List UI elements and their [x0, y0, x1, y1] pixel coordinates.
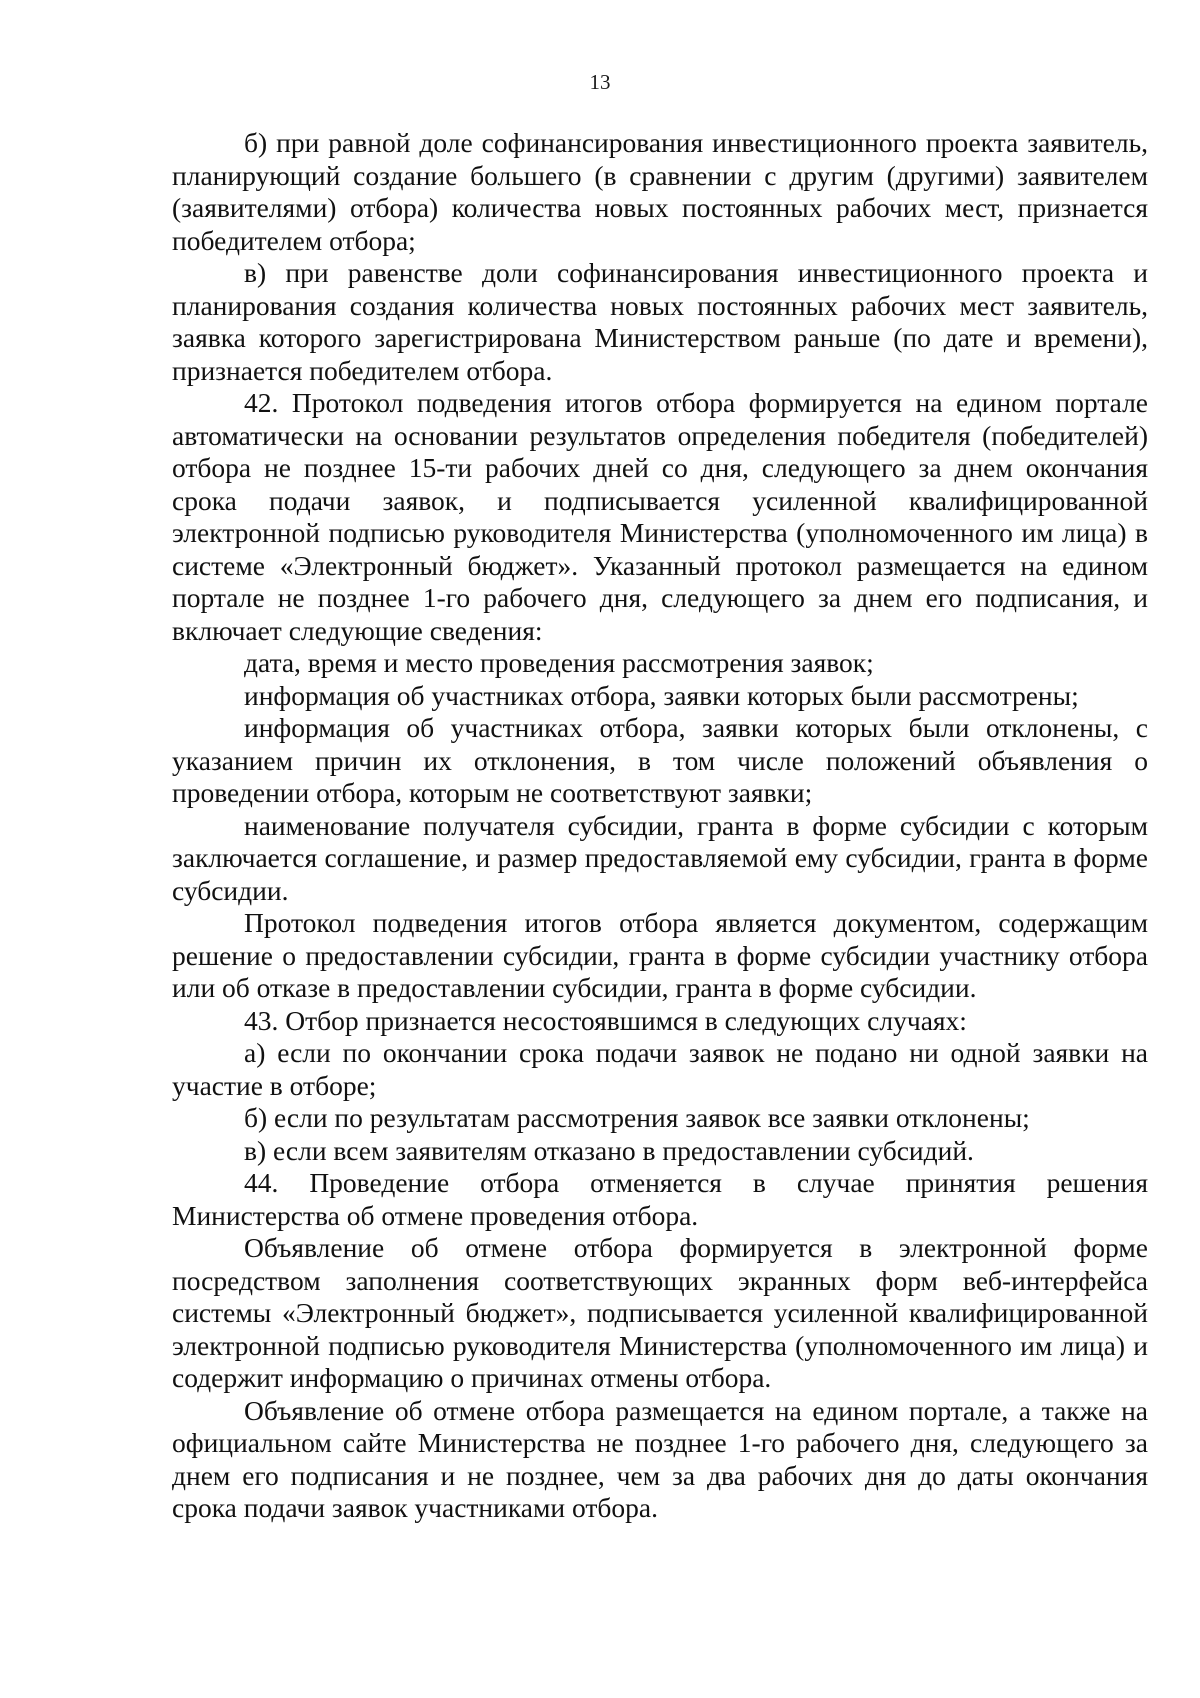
- page-number: 13: [589, 70, 611, 94]
- paragraph: б) если по результатам рассмотрения заявок все заявки отклонены;: [244, 1102, 1030, 1133]
- paragraph: 43. Отбор признается несостоявшимся в следующих случаях:: [244, 1004, 967, 1036]
- document-body: [172, 127, 1148, 1525]
- paragraph: 44. Проведение отбора отменяется в случае принятия решения Министерства об отмене проведения отбора.: [172, 1167, 1148, 1231]
- paragraph: в) при равенстве доли софинансирования инвестиционного проекта и планирования создания количества новых постоянных рабочих мест заявитель, заявка которого зарегистрирована Министерством раньше (по дате и времени), признается победителем отбора.: [172, 257, 1148, 386]
- paragraph: б) при равной доле софинансирования инвестиционного проекта заявитель, планирующий создание большего (в сравнении с другим (другими) заявителем (заявителями) отбора) количества новых постоянных рабочих мест, признается победителем отбора;: [172, 127, 1148, 256]
- paragraph: Объявление об отмене отбора формируется в электронной форме посредством заполнения соответствующих экранных форм веб-интерфейса системы «Электронный бюджет», подписывается усиленной квалифицированной электронной подписью руководителя Министерства (уполномоченного им лица) и содержит информацию о причинах отмены отбора.: [172, 1232, 1148, 1393]
- paragraph: Объявление об отмене отбора размещается на едином портале, а также на официальном сайте Министерства не позднее 1-го рабочего дня, следующего за днем его подписания и не позднее, чем за два рабочих дня до даты окончания срока подачи заявок участниками отбора.: [172, 1394, 1148, 1523]
- paragraph: информация об участниках отбора, заявки которых были отклонены, с указанием причин их отклонения, в том числе положений объявления о проведении отбора, которым не соответствуют заявки;: [172, 712, 1148, 808]
- paragraph: дата, время и место проведения рассмотрения заявок;: [244, 647, 874, 678]
- paragraph: в) если всем заявителям отказано в предоставлении субсидий.: [244, 1134, 974, 1166]
- paragraph: а) если по окончании срока подачи заявок не подано ни одной заявки на участие в отборе;: [172, 1037, 1148, 1101]
- paragraph: Протокол подведения итогов отбора является документом, содержащим решение о предоставлении субсидии, гранта в форме субсидии участнику отбора или об отказе в предоставлении субсидии, гранта в форме субсидии.: [172, 907, 1148, 1003]
- paragraph: наименование получателя субсидии, гранта в форме субсидии с которым заключается соглашение, и размер предоставляемой ему субсидии, гранта в форме субсидии.: [172, 809, 1148, 906]
- paragraph: 42. Протокол подведения итогов отбора формируется на едином портале автоматически на основании результатов определения победителя (победителей) отбора не позднее 15-ти рабочих дней со дня, следующего за днем окончания срока подачи заявок, и подписывается усиленной квалифицированной электронной подписью руководителя Министерства (уполномоченного им лица) в системе «Электронный бюджет». Указанный протокол размещается на едином портале не позднее 1-го рабочего дня, следующего за днем его подписания, и включает следующие сведения:: [172, 387, 1148, 646]
- paragraph: информация об участниках отбора, заявки которых были рассмотрены;: [244, 679, 1079, 711]
